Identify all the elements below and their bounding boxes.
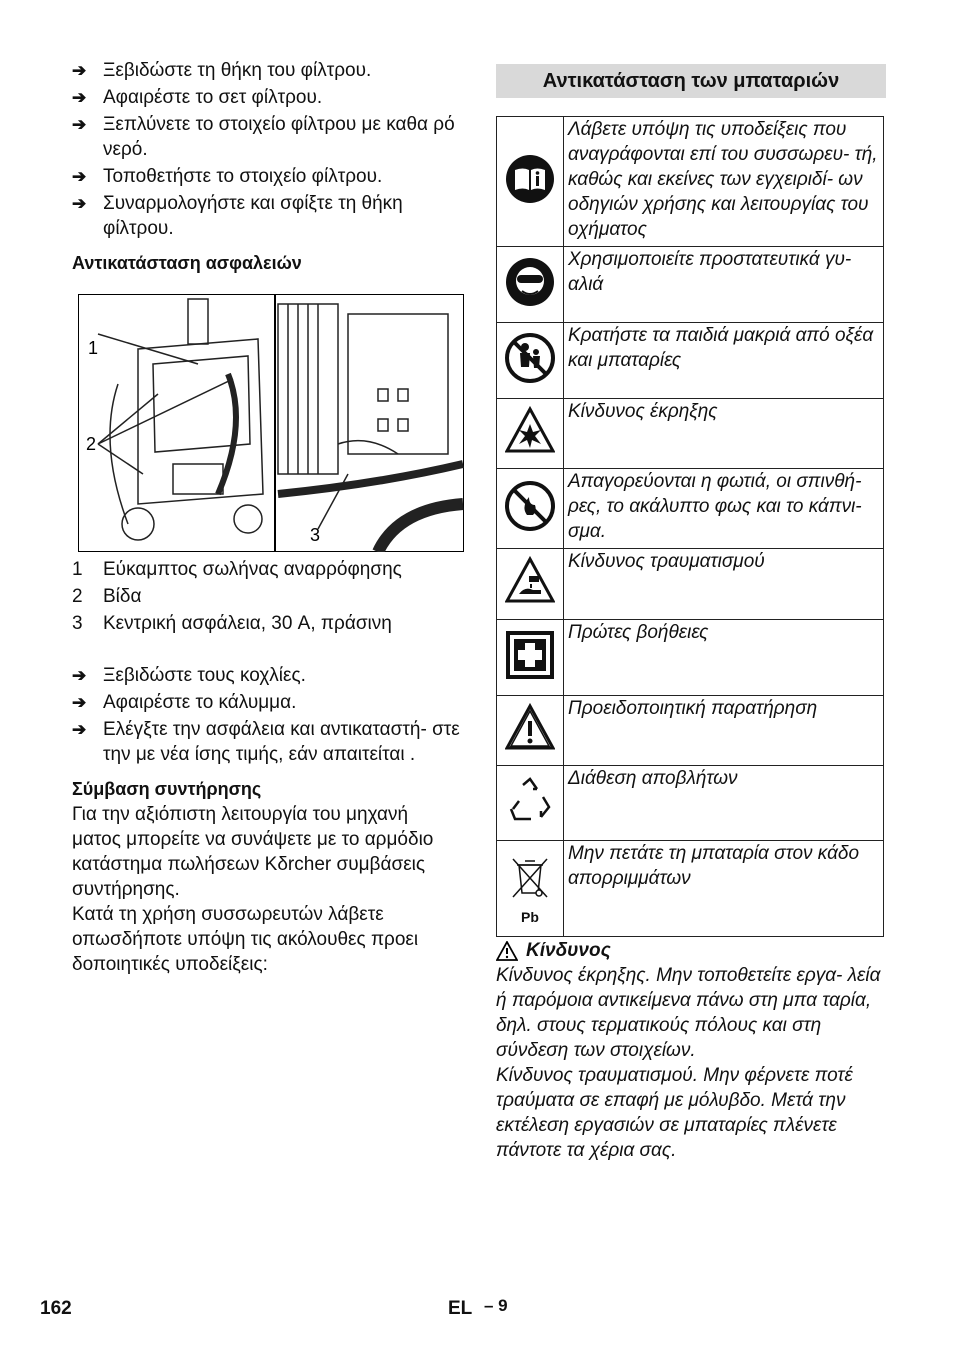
symbol-text: Κίνδυνος τραυματισμού — [564, 549, 884, 620]
symbol-row — [497, 549, 884, 620]
step-text: Ξεπλύνετε το στοιχείο φίλτρου με καθα ρό νερό. — [103, 114, 455, 160]
step-item — [72, 112, 462, 162]
arrow-right-icon: ➔ — [72, 693, 87, 712]
symbol-icon-cell — [497, 841, 564, 937]
filter-steps — [72, 58, 462, 241]
symbol-icon-cell — [497, 117, 564, 247]
symbol-text: Λάβετε υπόψη τις υποδείξεις που αναγράφονται επί του συσσωρευ- τή, καθώς και εκείνες των εγχειριδί- ων οδηγιών χρήσης και λειτουργίας του οχήματος — [564, 117, 884, 247]
legend-text: Κεντρική ασφάλεια, 30 A, πράσινη — [103, 613, 392, 634]
symbol-row — [497, 696, 884, 766]
language-code: EL — [448, 1298, 473, 1319]
symbol-icon-cell — [497, 696, 564, 766]
no-fire-icon — [505, 481, 555, 531]
step-item — [72, 58, 462, 83]
step-text: Αφαιρέστε το σετ φίλτρου. — [103, 87, 323, 108]
figure-label-3: 3 — [310, 525, 321, 545]
goggles-icon — [505, 257, 555, 307]
symbol-text: Κίνδυνος έκρηξης — [564, 399, 884, 469]
symbol-row — [497, 766, 884, 841]
symbol-icon-cell — [497, 247, 564, 323]
legend-item — [72, 610, 462, 637]
legend-text: Βίδα — [103, 586, 142, 607]
warning-triangle-icon — [496, 941, 518, 961]
lead-label: Pb — [521, 908, 539, 925]
manual-icon — [505, 154, 555, 204]
step-text: Τοποθετήστε το στοιχείο φίλτρου. — [103, 166, 383, 187]
danger-note — [496, 938, 886, 1163]
symbol-text: Κρατήστε τα παιδιά μακριά από οξέα και μπαταρίες — [564, 323, 884, 399]
fuse-figure — [78, 294, 464, 552]
symbol-text: Χρησιμοποιείτε προστατευτικά γυ- αλιά — [564, 247, 884, 323]
step-text: Ξεβιδώστε τους κοχλίες. — [103, 665, 306, 686]
legend-item — [72, 556, 462, 583]
symbol-icon-cell — [497, 399, 564, 469]
battery-symbols-table — [496, 116, 884, 937]
step-item — [72, 191, 462, 241]
danger-text-explosion: Κίνδυνος έκρηξης. Μην τοποθετείτε εργα- λεία ή παρόμοια αντικείμενα πάνω στη μπα ταρία, δηλ. στους τερματικούς πόλους και στη σύνδεση των στοιχείων. — [496, 965, 881, 1061]
step-text: Αφαιρέστε το κάλυμμα. — [103, 692, 297, 713]
figure-legend — [72, 556, 462, 977]
symbol-row — [497, 323, 884, 399]
step-item — [72, 663, 462, 688]
symbol-row — [497, 399, 884, 469]
danger-text-injury: Κίνδυνος τραυματισμού. Μην φέρνετε ποτέ τραύματα σε επαφή με μόλυβδο. Μετά την εκτέλεση εργασιών σε μπαταρίες πλένετε πάντοτε τα χέρια σας. — [496, 1065, 853, 1161]
arrow-right-icon: ➔ — [72, 666, 87, 685]
step-item — [72, 85, 462, 110]
arrow-right-icon: ➔ — [72, 720, 87, 739]
keep-children-away-icon — [505, 333, 555, 383]
symbol-row — [497, 841, 884, 937]
page-number: 162 — [40, 1298, 72, 1319]
arrow-right-icon: ➔ — [72, 194, 87, 213]
contract-text: Για την αξιόπιστη λειτουργία του μηχανή ματος μπορείτε να συνάψετε με το αρμόδιο κατάστημα πωλήσεων Kδrcher συμβάσεις συντήρησης. — [72, 804, 434, 900]
figure-label-2: 2 — [86, 434, 97, 454]
arrow-right-icon: ➔ — [72, 115, 87, 134]
step-item — [72, 164, 462, 189]
section-page: – 9 — [484, 1296, 508, 1315]
symbol-text: Μην πετάτε τη μπαταρία στον κάδο απορριμμάτων — [564, 841, 884, 937]
step-text: Ελέγξτε την ασφάλεια και αντικαταστή- στε την με νέα ίσης τιμής, εάν απαιτείται . — [103, 719, 460, 765]
battery-section-title: Αντικατάσταση των μπαταριών — [496, 64, 886, 98]
legend-number: 2 — [72, 586, 83, 607]
figure-label-1: 1 — [88, 338, 99, 358]
contract-heading: Σύμβαση συντήρησης — [72, 779, 262, 799]
symbol-text: Προειδοποιητική παρατήρηση — [564, 696, 884, 766]
symbol-icon-cell — [497, 620, 564, 696]
no-bin-icon — [505, 853, 555, 903]
legend-number: 1 — [72, 559, 83, 580]
symbol-row — [497, 247, 884, 323]
symbol-text: Απαγορεύονται η φωτιά, οι σπινθή- ρες, το ακάλυπτο φως και το κάπνι- σμα. — [564, 469, 884, 549]
step-item — [72, 690, 462, 715]
legend-text: Εύκαμπτος σωλήνας αναρρόφησης — [103, 559, 402, 580]
step-text: Συναρμολογήστε και σφίξτε τη θήκη φίλτρου. — [103, 193, 403, 239]
step-item — [72, 717, 462, 767]
legend-number: 3 — [72, 613, 83, 634]
symbol-icon-cell — [497, 766, 564, 841]
right-column — [496, 64, 886, 98]
warning-icon — [505, 703, 555, 753]
symbol-row — [497, 469, 884, 549]
first-aid-icon — [505, 630, 555, 680]
danger-title: Κίνδυνος — [526, 940, 611, 961]
fuse-illustration — [78, 294, 464, 552]
recycle-icon — [505, 775, 555, 825]
corrosive-icon — [505, 556, 555, 606]
left-column — [72, 58, 462, 276]
explosion-icon — [505, 406, 555, 456]
symbol-icon-cell — [497, 549, 564, 620]
fuse-heading: Αντικατάσταση ασφαλειών — [72, 253, 302, 273]
arrow-right-icon: ➔ — [72, 167, 87, 186]
arrow-right-icon: ➔ — [72, 88, 87, 107]
battery-intro-text: Κατά τη χρήση συσσωρευτών λάβετε οπωσδήποτε υπόψη τις ακόλουθες προει δοποιητικές υποδείξεις: — [72, 904, 419, 975]
step-text: Ξεβιδώστε τη θήκη του φίλτρου. — [103, 60, 372, 81]
symbol-row — [497, 117, 884, 247]
symbol-icon-cell — [497, 469, 564, 549]
arrow-right-icon: ➔ — [72, 61, 87, 80]
symbol-text: Πρώτες βοήθειες — [564, 620, 884, 696]
symbol-icon-cell — [497, 323, 564, 399]
legend-item — [72, 583, 462, 610]
symbol-text: Διάθεση αποβλήτων — [564, 766, 884, 841]
fuse-steps — [72, 663, 462, 767]
symbol-row — [497, 620, 884, 696]
